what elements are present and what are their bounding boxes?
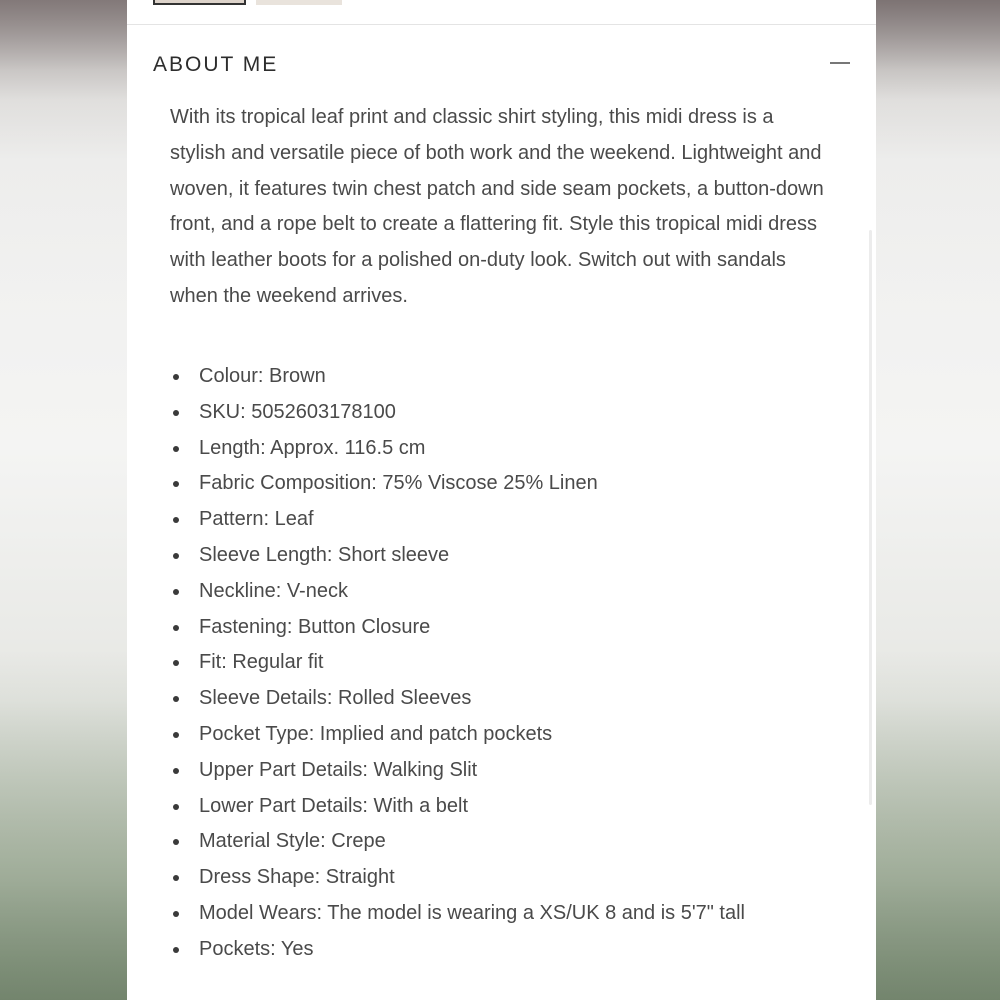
list-item [170,574,820,610]
spec-text: Pockets: Yes [199,937,314,960]
bullet-icon [173,839,179,845]
product-details-panel [127,0,876,1000]
bullet-icon [173,374,179,380]
bullet-icon [173,410,179,416]
list-item [170,932,820,968]
list-item [170,717,820,753]
bullet-icon [173,481,179,487]
list-item [170,359,820,395]
thumbnail-strip [127,0,876,25]
list-item [170,466,820,502]
list-item [170,538,820,574]
list-item [170,610,820,646]
bullet-icon [173,660,179,666]
bullet-icon [173,446,179,452]
list-item [170,681,820,717]
spec-text: Fastening: Button Closure [199,615,431,638]
spec-text: Dress Shape: Straight [199,866,395,889]
list-item [170,860,820,896]
bullet-icon [173,553,179,559]
list-item [170,753,820,789]
spec-text: Neckline: V-neck [199,579,348,602]
background-left [0,0,127,1000]
spec-text: Fit: Regular fit [199,651,324,674]
spec-text: Lower Part Details: With a belt [199,794,468,817]
bullet-icon [173,804,179,810]
list-item [170,395,820,431]
product-description: With its tropical leaf print and classic shirt styling, this midi dress is a stylish and versatile piece of both work and the weekend. Lightweight and woven, it features twin chest patch and side seam pockets, a button-down front, and a rope belt to create a flattering fit. Style this tropical midi dress with leather boots for a polished on-duty look. Switch out with sandals when the weekend arrives. [170,106,824,307]
spec-text: Pattern: Leaf [199,508,314,531]
list-item [170,824,820,860]
about-me-header[interactable] [153,52,852,78]
bullet-icon [173,911,179,917]
spec-text: SKU: 5052603178100 [199,400,396,423]
spec-text: Sleeve Length: Short sleeve [199,543,450,566]
list-item [170,431,820,467]
spec-text: Length: Approx. 116.5 cm [199,436,426,459]
spec-text: Model Wears: The model is wearing a XS/UK 8 and is 5'7" tall [199,901,745,924]
spec-text: Material Style: Crepe [199,830,386,853]
spec-text: Sleeve Details: Rolled Sleeves [199,687,472,710]
spec-text: Upper Part Details: Walking Slit [199,758,478,781]
product-thumbnail[interactable] [256,0,342,5]
bullet-icon [173,625,179,631]
bullet-icon [173,947,179,953]
list-item [170,645,820,681]
list-item [170,789,820,825]
bullet-icon [173,768,179,774]
bullet-icon [173,517,179,523]
background-right [876,0,1000,1000]
bullet-icon [173,696,179,702]
scrollbar[interactable] [869,230,872,805]
spec-text: Colour: Brown [199,365,326,387]
bullet-icon [173,732,179,738]
bullet-icon [173,589,179,595]
minus-icon[interactable] [828,52,852,76]
bullet-icon [173,875,179,881]
spec-text: Pocket Type: Implied and patch pockets [199,722,553,745]
product-specs-list [170,359,820,968]
list-item [170,896,820,932]
product-thumbnail[interactable] [153,0,246,5]
section-title: ABOUT ME [153,53,279,76]
spec-text: Fabric Composition: 75% Viscose 25% Linen [199,472,598,495]
list-item [170,502,820,538]
